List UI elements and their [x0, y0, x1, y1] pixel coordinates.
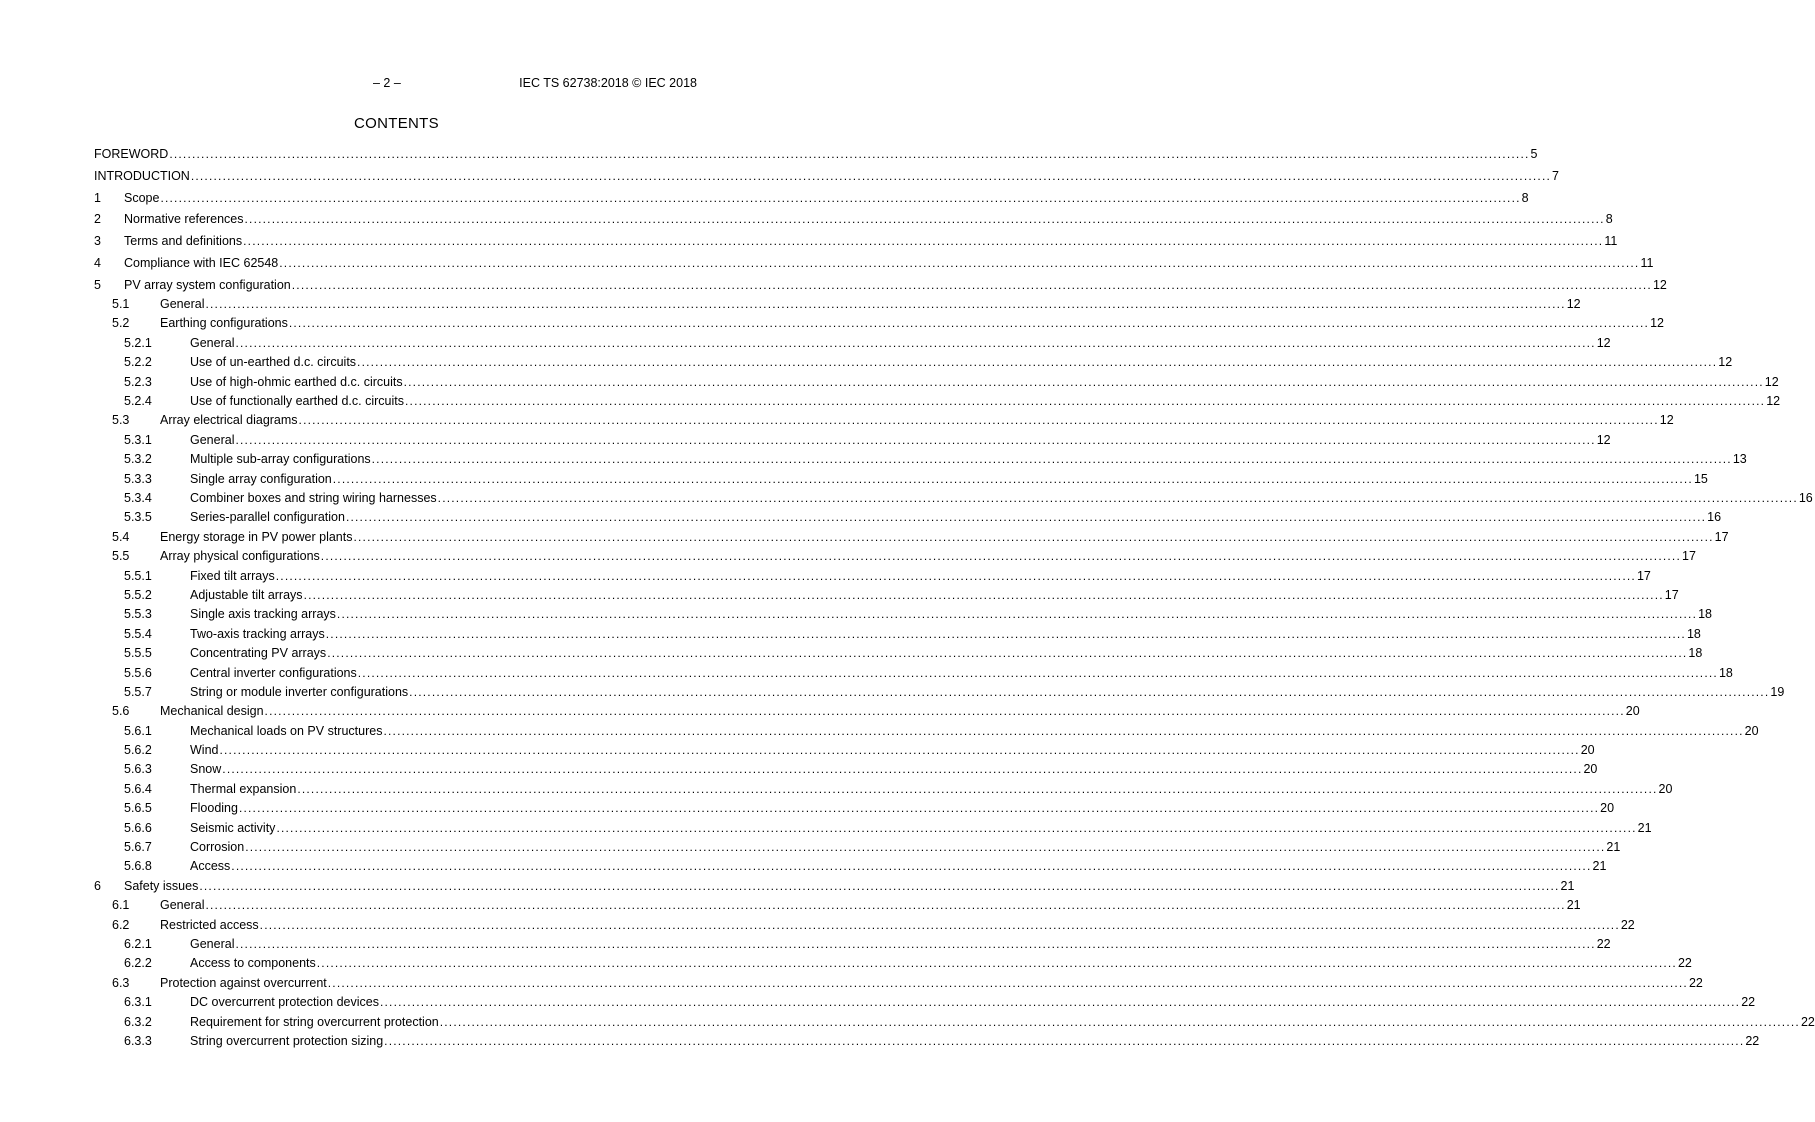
- toc-entry-line: [190, 490, 1813, 506]
- toc-entry-line: [190, 820, 1652, 836]
- toc-entry-line: [124, 255, 1654, 271]
- toc-entry-page: 22: [1800, 1014, 1815, 1029]
- toc-entry-title: Fixed tilt arrays: [190, 568, 275, 583]
- dot-leader: ............................................................................................................................................................................................................................................................................................................: [357, 355, 1718, 370]
- toc-entry-page: 22: [1745, 1033, 1760, 1048]
- toc-entry-page: 8: [1605, 212, 1613, 227]
- dot-leader: ............................................................................................................................................................................................................................................................................................................: [259, 917, 1620, 932]
- toc-entry-number: 6.3: [112, 975, 130, 990]
- toc-entry[interactable]: [94, 917, 1635, 937]
- toc-entry-title: FOREWORD: [94, 147, 169, 161]
- dot-leader: ............................................................................................................................................................................................................................................................................................................: [379, 995, 1741, 1010]
- toc-entry[interactable]: [94, 665, 1733, 685]
- toc-entry-page: 12: [1596, 335, 1611, 350]
- toc-entry-line: [190, 510, 1722, 525]
- page-title: CONTENTS: [354, 115, 439, 132]
- toc-entry-title: Array physical configurations: [160, 549, 320, 564]
- toc-entry-number: 5.1: [112, 297, 130, 312]
- toc-entry[interactable]: [94, 704, 1640, 723]
- toc-entry-number: 5.2: [112, 316, 130, 331]
- toc-entry-title: Energy storage in PV power plants: [160, 529, 353, 544]
- toc-entry[interactable]: [94, 762, 1598, 781]
- toc-entry-page: 21: [1606, 840, 1621, 855]
- toc-entry-title: Corrosion: [190, 840, 245, 855]
- toc-entry-page: 22: [1620, 917, 1635, 932]
- toc-entry-number: 6.3.1: [124, 995, 152, 1010]
- dot-leader: ............................................................................................................................................................................................................................................................................................................: [316, 956, 1677, 971]
- toc-entry-title: Flooding: [190, 801, 238, 816]
- dot-leader: ............................................................................................................................................................................................................................................................................................................: [169, 147, 1530, 161]
- toc-entry-page: 21: [1566, 898, 1581, 913]
- dot-leader: ............................................................................................................................................................................................................................................................................................................: [231, 859, 1592, 874]
- toc-entry-line: [160, 975, 1703, 991]
- toc-entry-number: 4: [94, 255, 101, 270]
- dot-leader: ............................................................................................................................................................................................................................................................................................................: [160, 190, 1521, 205]
- dot-leader: ............................................................................................................................................................................................................................................................................................................: [190, 168, 1552, 183]
- toc-entry-page: 16: [1798, 490, 1813, 505]
- toc-entry[interactable]: [94, 859, 1607, 878]
- dot-leader: ............................................................................................................................................................................................................................................................................................................: [409, 684, 1770, 699]
- toc-entry-title: Single array configuration: [190, 471, 332, 486]
- toc-entry-line: [124, 190, 1529, 206]
- toc-entry-number: 6.3.2: [124, 1014, 152, 1029]
- toc-entry-title: Single axis tracking arrays: [190, 607, 336, 622]
- toc-entry[interactable]: [94, 190, 1529, 210]
- toc-entry-number: 5.6.4: [124, 781, 152, 796]
- toc-entry-page: 12: [1764, 374, 1779, 389]
- toc-entry-number: 5.6.3: [124, 762, 152, 777]
- toc-entry-page: 11: [1640, 255, 1654, 270]
- dot-leader: ............................................................................................................................................................................................................................................................................................................: [264, 704, 1625, 719]
- dot-leader: ............................................................................................................................................................................................................................................................................................................: [235, 432, 1596, 447]
- toc-entry-page: 18: [1718, 665, 1733, 680]
- toc-entry-line: [190, 587, 1679, 603]
- dot-leader: ............................................................................................................................................................................................................................................................................................................: [298, 413, 1659, 428]
- toc-entry-number: 5: [94, 277, 101, 292]
- dot-leader: ............................................................................................................................................................................................................................................................................................................: [384, 1033, 1745, 1048]
- toc-entry-line: [190, 859, 1607, 874]
- toc-entry-page: 17: [1636, 568, 1651, 583]
- toc-entry-page: 7: [1552, 168, 1559, 183]
- toc-entry-number: 5.5.2: [124, 587, 152, 602]
- toc-entry-title: Snow: [190, 762, 222, 777]
- toc-entry-page: 20: [1583, 762, 1598, 777]
- dot-leader: ............................................................................................................................................................................................................................................................................................................: [238, 801, 1600, 816]
- toc-entry-page: 18: [1688, 646, 1703, 661]
- toc-entry[interactable]: [94, 684, 1785, 704]
- toc-entry-page: 16: [1707, 510, 1722, 525]
- toc-entry[interactable]: [94, 147, 1538, 166]
- toc-entry-page: 20: [1625, 704, 1640, 719]
- toc-entry-line: [190, 684, 1785, 700]
- toc-entry[interactable]: [94, 801, 1615, 820]
- toc-entry-number: 6: [94, 878, 101, 893]
- page-number: – 2 –: [373, 76, 401, 90]
- toc-entry[interactable]: [94, 1014, 1815, 1034]
- toc-entry[interactable]: [94, 510, 1722, 529]
- toc-entry-number: 5.6.6: [124, 820, 152, 835]
- dot-leader: ............................................................................................................................................................................................................................................................................................................: [297, 781, 1658, 796]
- toc-entry-title: Thermal expansion: [190, 781, 297, 796]
- toc-entry-title: Mechanical design: [160, 704, 264, 719]
- dot-leader: ............................................................................................................................................................................................................................................................................................................: [279, 255, 1640, 270]
- toc-entry-number: 6.1: [112, 898, 130, 913]
- dot-leader: ............................................................................................................................................................................................................................................................................................................: [371, 452, 1732, 467]
- toc-entry[interactable]: [94, 840, 1621, 859]
- toc-entry-number: 5.2.4: [124, 394, 152, 409]
- toc-entry-line: [190, 432, 1611, 448]
- toc-entry-title: General: [190, 936, 235, 951]
- toc-entry-title: Earthing configurations: [160, 316, 288, 331]
- toc-entry-number: 5.5: [112, 549, 130, 564]
- toc-entry-page: 12: [1566, 297, 1581, 312]
- toc-entry-page: 15: [1693, 471, 1708, 486]
- toc-entry-title: PV array system configuration: [124, 277, 291, 292]
- toc-entry-line: [160, 917, 1635, 933]
- toc-entry-page: 20: [1600, 801, 1615, 816]
- dot-leader: ............................................................................................................................................................................................................................................................................................................: [357, 665, 1718, 680]
- toc-entry[interactable]: [94, 723, 1759, 743]
- toc-entry[interactable]: [94, 255, 1654, 275]
- toc-entry-title: String or module inverter configurations: [190, 684, 409, 699]
- toc-entry-title: General: [190, 335, 235, 350]
- toc-entry-title: Safety issues: [124, 878, 199, 893]
- toc-entry-line: [94, 168, 1559, 184]
- dot-leader: ............................................................................................................................................................................................................................................................................................................: [276, 820, 1637, 835]
- toc-entry-number: 6.2: [112, 917, 130, 932]
- toc-entry[interactable]: [94, 394, 1781, 413]
- toc-entry-title: Multiple sub-array configurations: [190, 452, 371, 467]
- dot-leader: ............................................................................................................................................................................................................................................................................................................: [353, 529, 1714, 544]
- toc-entry-page: 20: [1580, 743, 1595, 758]
- toc-entry-line: [124, 277, 1667, 293]
- toc-entry-line: [190, 607, 1713, 622]
- toc-entry[interactable]: [94, 587, 1679, 607]
- toc-entry-page: 12: [1652, 277, 1667, 292]
- toc-entry-number: 5.6.1: [124, 723, 152, 738]
- toc-entry-number: 6.2.2: [124, 956, 152, 971]
- dot-leader: ............................................................................................................................................................................................................................................................................................................: [383, 723, 1744, 738]
- page-header: [0, 76, 793, 92]
- toc-entry-page: 12: [1718, 355, 1733, 370]
- toc-entry-page: 20: [1744, 723, 1759, 738]
- toc-entry-page: 17: [1682, 549, 1696, 564]
- toc-entry-line: [190, 374, 1779, 390]
- toc-entry-number: 5.2.3: [124, 374, 152, 389]
- toc-entry[interactable]: [94, 781, 1673, 801]
- toc-entry-line: [190, 646, 1703, 661]
- toc-entry-number: 5.6.7: [124, 840, 152, 855]
- toc-entry-page: 12: [1650, 316, 1664, 331]
- toc-entry[interactable]: [94, 297, 1581, 316]
- dot-leader: ............................................................................................................................................................................................................................................................................................................: [320, 549, 1681, 564]
- dot-leader: ............................................................................................................................................................................................................................................................................................................: [219, 743, 1580, 758]
- dot-leader: ............................................................................................................................................................................................................................................................................................................: [222, 762, 1583, 777]
- toc-entry-title: Normative references: [124, 212, 244, 227]
- toc-entry[interactable]: [94, 234, 1618, 253]
- dot-leader: ............................................................................................................................................................................................................................................................................................................: [244, 212, 1605, 227]
- toc-entry[interactable]: [94, 626, 1701, 646]
- toc-entry-title: General: [160, 297, 205, 312]
- toc-entry-title: Terms and definitions: [124, 234, 243, 249]
- toc-entry[interactable]: [94, 529, 1729, 549]
- toc-entry-number: 5.3.5: [124, 510, 152, 525]
- toc-entry-line: [190, 743, 1595, 758]
- toc-entry-page: 12: [1596, 432, 1611, 447]
- toc-entry-line: [190, 762, 1598, 777]
- toc-entry-title: Combiner boxes and string wiring harnesses: [190, 490, 437, 505]
- toc-entry-title: Array electrical diagrams: [160, 413, 298, 428]
- toc-entry-line: [190, 956, 1692, 971]
- toc-entry-number: 5.3.2: [124, 452, 152, 467]
- toc-entry-page: 17: [1664, 587, 1679, 602]
- dot-leader: ............................................................................................................................................................................................................................................................................................................: [325, 626, 1686, 641]
- toc-entry-number: 5.5.7: [124, 684, 152, 699]
- toc-entry-number: 2: [94, 212, 101, 227]
- dot-leader: ............................................................................................................................................................................................................................................................................................................: [405, 394, 1766, 409]
- toc-entry[interactable]: [94, 335, 1611, 355]
- toc-entry-title: General: [190, 432, 235, 447]
- toc-entry-number: 5.6.8: [124, 859, 152, 874]
- toc-entry-title: Access: [190, 859, 231, 874]
- toc-entry-line: [190, 1033, 1760, 1049]
- toc-entry[interactable]: [94, 995, 1756, 1014]
- toc-entry-line: [190, 1014, 1815, 1030]
- toc-entry-page: 11: [1604, 234, 1618, 249]
- toc-entry-line: [190, 355, 1733, 370]
- toc-entry[interactable]: [94, 413, 1674, 432]
- toc-entry-page: 17: [1714, 529, 1729, 544]
- toc-entry[interactable]: [94, 316, 1664, 335]
- toc-entry[interactable]: [94, 568, 1651, 588]
- toc-entry-title: Use of high-ohmic earthed d.c. circuits: [190, 374, 403, 389]
- toc-entry-page: 20: [1658, 781, 1673, 796]
- toc-entry-title: Access to components: [190, 956, 316, 971]
- toc-entry[interactable]: [94, 820, 1652, 840]
- toc-entry-page: 5: [1530, 147, 1538, 161]
- dot-leader: ............................................................................................................................................................................................................................................................................................................: [205, 297, 1566, 312]
- toc-entry-page: 21: [1637, 820, 1652, 835]
- dot-leader: ............................................................................................................................................................................................................................................................................................................: [235, 335, 1596, 350]
- toc-entry-page: 22: [1688, 975, 1703, 990]
- toc-entry[interactable]: [94, 743, 1595, 762]
- toc-entry[interactable]: [94, 549, 1696, 568]
- dot-leader: ............................................................................................................................................................................................................................................................................................................: [288, 316, 1650, 331]
- toc-entry-line: [190, 936, 1611, 952]
- toc-entry-number: 5.2.1: [124, 335, 152, 350]
- toc-entry-line: [160, 529, 1729, 545]
- dot-leader: ............................................................................................................................................................................................................................................................................................................: [291, 277, 1652, 292]
- toc-entry[interactable]: [94, 374, 1779, 394]
- dot-leader: ............................................................................................................................................................................................................................................................................................................: [336, 607, 1698, 622]
- toc-entry[interactable]: [94, 490, 1813, 510]
- toc-entry-page: 8: [1521, 190, 1529, 205]
- toc-entry-line: [190, 626, 1701, 642]
- toc-entry[interactable]: [94, 975, 1703, 995]
- toc-entry-title: Compliance with IEC 62548: [124, 255, 279, 270]
- toc-entry-line: [124, 878, 1575, 894]
- toc-entry-number: 5.3.4: [124, 490, 152, 505]
- dot-leader: ............................................................................................................................................................................................................................................................................................................: [245, 840, 1606, 855]
- toc-entry-line: [190, 665, 1733, 681]
- toc-entry-page: 21: [1592, 859, 1607, 874]
- toc-entry-title: Seismic activity: [190, 820, 276, 835]
- dot-leader: ............................................................................................................................................................................................................................................................................................................: [403, 374, 1764, 389]
- toc-entry[interactable]: [94, 277, 1667, 297]
- toc-entry-line: [190, 723, 1759, 739]
- toc-entry-page: 19: [1770, 684, 1785, 699]
- toc-entry-title: Central inverter configurations: [190, 665, 357, 680]
- toc-entry-title: General: [160, 898, 205, 913]
- dot-leader: ............................................................................................................................................................................................................................................................................................................: [345, 510, 1707, 525]
- toc-entry-title: Use of un-earthed d.c. circuits: [190, 355, 357, 370]
- dot-leader: ............................................................................................................................................................................................................................................................................................................: [243, 234, 1604, 249]
- toc-entry-title: Adjustable tilt arrays: [190, 587, 303, 602]
- dot-leader: ............................................................................................................................................................................................................................................................................................................: [205, 898, 1566, 913]
- toc-entry-line: [94, 147, 1538, 162]
- toc-entry-line: [160, 297, 1581, 312]
- toc-entry[interactable]: [94, 936, 1611, 956]
- toc-entry-line: [190, 471, 1708, 487]
- toc-entry[interactable]: [94, 878, 1575, 898]
- toc-entry-number: 5.6: [112, 704, 130, 719]
- toc-entry-number: 5.6.2: [124, 743, 152, 758]
- toc-entry-number: 1: [94, 190, 101, 205]
- toc-entry-page: 18: [1698, 607, 1713, 622]
- toc-entry-number: 5.2.2: [124, 355, 152, 370]
- toc-entry-number: 5.5.4: [124, 626, 152, 641]
- toc-entry-line: [190, 568, 1651, 584]
- toc-entry-line: [160, 316, 1664, 331]
- dot-leader: ............................................................................................................................................................................................................................................................................................................: [437, 490, 1798, 505]
- toc-entry-line: [124, 234, 1618, 249]
- toc-entry-line: [190, 995, 1756, 1010]
- toc-entry-title: String overcurrent protection sizing: [190, 1033, 384, 1048]
- toc-entry-page: 21: [1560, 878, 1575, 893]
- toc-entry[interactable]: [94, 607, 1713, 626]
- toc-entry-number: 5.4: [112, 529, 130, 544]
- toc-entry[interactable]: [94, 956, 1692, 975]
- toc-entry-page: 12: [1766, 394, 1781, 409]
- toc-entry[interactable]: [94, 355, 1733, 374]
- dot-leader: ............................................................................................................................................................................................................................................................................................................: [303, 587, 1664, 602]
- toc-entry-title: Scope: [124, 190, 160, 205]
- toc-entry-page: 18: [1686, 626, 1701, 641]
- toc-entry-number: 5.3.3: [124, 471, 152, 486]
- toc-entry-number: 5.5.3: [124, 607, 152, 622]
- toc-entry[interactable]: [94, 898, 1581, 917]
- toc-entry-title: Mechanical loads on PV structures: [190, 723, 383, 738]
- standard-reference: IEC TS 62738:2018 © IEC 2018: [519, 76, 697, 90]
- toc-entry[interactable]: [94, 432, 1611, 452]
- toc-entry-number: 5.5.5: [124, 646, 152, 661]
- toc-entry-line: [190, 801, 1615, 816]
- toc-entry-title: INTRODUCTION: [94, 168, 190, 183]
- toc-entry[interactable]: [94, 168, 1559, 188]
- toc-entry-page: 22: [1741, 995, 1756, 1010]
- toc-entry-number: 5.3: [112, 413, 130, 428]
- dot-leader: ............................................................................................................................................................................................................................................................................................................: [439, 1014, 1800, 1029]
- table-of-contents: [94, 147, 1815, 1053]
- toc-entry-number: 5.5.1: [124, 568, 152, 583]
- dot-leader: ............................................................................................................................................................................................................................................................................................................: [235, 936, 1596, 951]
- toc-entry-line: [160, 704, 1640, 719]
- toc-entry[interactable]: [94, 212, 1613, 231]
- toc-entry-title: Requirement for string overcurrent protection: [190, 1014, 439, 1029]
- dot-leader: ............................................................................................................................................................................................................................................................................................................: [275, 568, 1636, 583]
- toc-entry[interactable]: [94, 471, 1708, 491]
- toc-entry-number: 3: [94, 234, 101, 249]
- dot-leader: ............................................................................................................................................................................................................................................................................................................: [332, 471, 1693, 486]
- dot-leader: ............................................................................................................................................................................................................................................................................................................: [327, 646, 1688, 661]
- dot-leader: ............................................................................................................................................................................................................................................................................................................: [327, 975, 1688, 990]
- toc-entry-title: Two-axis tracking arrays: [190, 626, 325, 641]
- toc-entry-line: [190, 452, 1747, 467]
- toc-entry-title: Protection against overcurrent: [160, 975, 327, 990]
- toc-entry-number: 6.2.1: [124, 936, 152, 951]
- toc-entry-page: 22: [1677, 956, 1692, 971]
- toc-entry-line: [160, 898, 1581, 913]
- toc-entry-number: 6.3.3: [124, 1033, 152, 1048]
- toc-entry[interactable]: [94, 1033, 1760, 1053]
- toc-entry-line: [160, 413, 1674, 428]
- toc-entry[interactable]: [94, 452, 1747, 471]
- toc-entry-title: Series-parallel configuration: [190, 510, 345, 525]
- toc-entry-title: Wind: [190, 743, 219, 758]
- toc-entry-page: 12: [1659, 413, 1674, 428]
- toc-entry-line: [160, 549, 1696, 564]
- toc-entry-title: Restricted access: [160, 917, 259, 932]
- toc-entry-number: 5.3.1: [124, 432, 152, 447]
- toc-entry-number: 5.6.5: [124, 801, 152, 816]
- toc-entry-number: 5.5.6: [124, 665, 152, 680]
- toc-entry-line: [190, 335, 1611, 351]
- toc-entry-title: DC overcurrent protection devices: [190, 995, 379, 1010]
- toc-entry-page: 13: [1732, 452, 1747, 467]
- toc-entry-title: Use of functionally earthed d.c. circuits: [190, 394, 404, 409]
- toc-entry[interactable]: [94, 646, 1703, 665]
- toc-entry-line: [124, 212, 1613, 227]
- toc-entry-title: Concentrating PV arrays: [190, 646, 327, 661]
- toc-entry-page: 22: [1596, 936, 1611, 951]
- toc-entry-line: [190, 781, 1673, 797]
- toc-entry-line: [190, 840, 1621, 855]
- dot-leader: ............................................................................................................................................................................................................................................................................................................: [199, 878, 1560, 893]
- toc-entry-line: [190, 394, 1781, 409]
